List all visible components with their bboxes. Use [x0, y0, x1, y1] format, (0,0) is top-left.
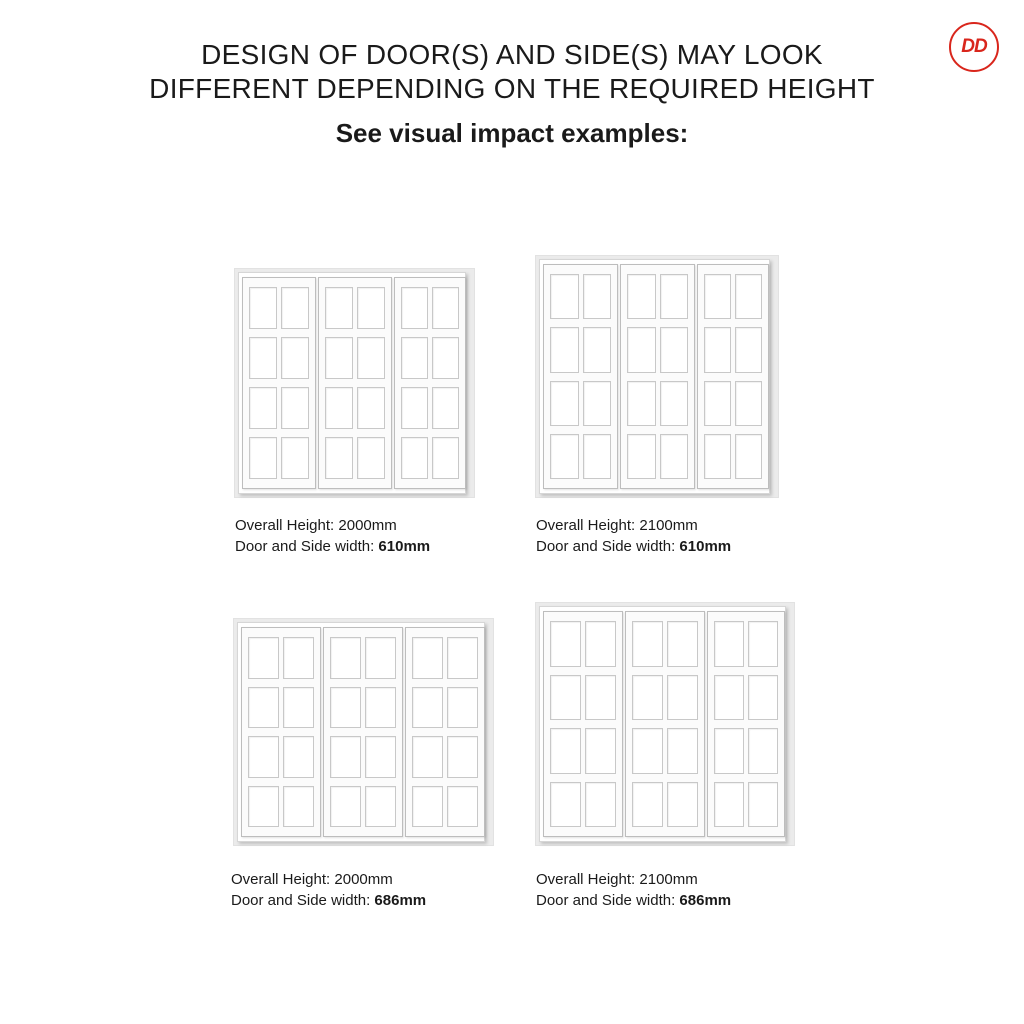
- glass-pane: [249, 337, 277, 379]
- glass-pane: [330, 736, 361, 778]
- glass-pane: [704, 274, 731, 319]
- glass-pane: [583, 434, 612, 479]
- glass-pane: [585, 728, 616, 774]
- door-frame: [237, 622, 485, 842]
- glass-pane: [550, 327, 579, 372]
- glass-pane: [432, 287, 459, 329]
- width-value: 686mm: [679, 892, 732, 909]
- glass-pane: [667, 782, 698, 828]
- glass-pane: [714, 728, 744, 774]
- glass-pane: [585, 621, 616, 667]
- glass-pane: [281, 387, 309, 429]
- door-illustration-3: [233, 618, 494, 846]
- glass-pane: [447, 687, 478, 729]
- overall-height-value: 2100mm: [639, 871, 698, 888]
- glass-pane: [281, 337, 309, 379]
- glass-pane: [432, 437, 459, 479]
- glass-pane: [735, 327, 762, 372]
- glass-pane: [357, 287, 385, 329]
- glass-pane: [735, 434, 762, 479]
- side-panel-left: [543, 264, 618, 489]
- width-label: Door and Side width:: [231, 892, 371, 909]
- glass-pane: [627, 274, 656, 319]
- door-leaf: [323, 627, 403, 837]
- width-line: [235, 536, 430, 557]
- overall-height-value: 2000mm: [334, 871, 393, 888]
- door-frame: [539, 259, 770, 494]
- glass-pane: [412, 687, 443, 729]
- side-panel-left: [242, 277, 316, 489]
- width-value: 686mm: [374, 892, 427, 909]
- door-leaf: [625, 611, 705, 837]
- caption-2: [536, 515, 731, 557]
- glass-pane: [283, 687, 314, 729]
- glass-pane: [550, 728, 581, 774]
- glass-pane: [412, 637, 443, 679]
- glass-pane: [248, 786, 279, 828]
- glass-pane: [748, 782, 778, 828]
- glass-pane: [365, 687, 396, 729]
- side-panel-right: [707, 611, 785, 837]
- glass-pane: [714, 675, 744, 721]
- glass-pane: [325, 287, 353, 329]
- glass-pane: [283, 637, 314, 679]
- glass-pane: [748, 675, 778, 721]
- glass-pane: [401, 387, 428, 429]
- glass-pane: [735, 381, 762, 426]
- glass-pane: [627, 381, 656, 426]
- glass-pane: [401, 437, 428, 479]
- glass-pane: [632, 675, 663, 721]
- glass-pane: [660, 381, 689, 426]
- glass-pane: [660, 327, 689, 372]
- overall-height-label: Overall Height:: [536, 517, 636, 534]
- glass-pane: [357, 337, 385, 379]
- glass-pane: [401, 337, 428, 379]
- glass-pane: [432, 337, 459, 379]
- glass-pane: [330, 687, 361, 729]
- brand-logo-text: DD: [961, 36, 987, 57]
- door-illustration-4: [535, 602, 795, 846]
- overall-height-line: [536, 869, 731, 890]
- width-value: 610mm: [378, 538, 431, 555]
- subtitle: See visual impact examples:: [335, 118, 689, 148]
- glass-pane: [249, 387, 277, 429]
- glass-pane: [583, 327, 612, 372]
- glass-pane: [248, 637, 279, 679]
- overall-height-line: [235, 515, 430, 536]
- glass-pane: [667, 675, 698, 721]
- glass-pane: [365, 637, 396, 679]
- glass-pane: [281, 437, 309, 479]
- glass-pane: [281, 287, 309, 329]
- glass-pane: [365, 736, 396, 778]
- width-line: [536, 536, 731, 557]
- overall-height-label: Overall Height:: [536, 871, 636, 888]
- width-value: 610mm: [679, 538, 732, 555]
- glass-pane: [583, 274, 612, 319]
- glass-pane: [714, 621, 744, 667]
- glass-pane: [325, 437, 353, 479]
- side-panel-right: [394, 277, 466, 489]
- width-label: Door and Side width:: [235, 538, 375, 555]
- door-illustration-1: [234, 268, 475, 498]
- glass-pane: [325, 337, 353, 379]
- headline-line-2: DIFFERENT DEPENDING ON THE REQUIRED HEIGHT: [149, 73, 875, 104]
- width-line: [536, 890, 731, 911]
- overall-height-label: Overall Height:: [235, 517, 335, 534]
- glass-pane: [583, 381, 612, 426]
- glass-pane: [550, 274, 579, 319]
- overall-height-line: [536, 515, 731, 536]
- glass-pane: [627, 434, 656, 479]
- overall-height-label: Overall Height:: [231, 871, 331, 888]
- glass-pane: [550, 675, 581, 721]
- glass-pane: [632, 621, 663, 667]
- glass-pane: [735, 274, 762, 319]
- glass-pane: [447, 786, 478, 828]
- glass-pane: [704, 434, 731, 479]
- glass-pane: [667, 728, 698, 774]
- side-panel-left: [543, 611, 623, 837]
- glass-pane: [550, 782, 581, 828]
- glass-pane: [357, 437, 385, 479]
- door-illustration-2: [535, 255, 779, 498]
- glass-pane: [401, 287, 428, 329]
- door-leaf: [318, 277, 392, 489]
- glass-pane: [704, 327, 731, 372]
- door-frame: [539, 606, 786, 842]
- caption-1: [235, 515, 430, 557]
- overall-height-line: [231, 869, 426, 890]
- overall-height-value: 2000mm: [338, 517, 397, 534]
- glass-pane: [550, 381, 579, 426]
- brand-logo: [949, 22, 999, 72]
- caption-4: [536, 869, 731, 911]
- glass-pane: [249, 287, 277, 329]
- width-label: Door and Side width:: [536, 892, 676, 909]
- overall-height-value: 2100mm: [639, 517, 698, 534]
- glass-pane: [627, 327, 656, 372]
- glass-pane: [283, 786, 314, 828]
- side-panel-right: [405, 627, 485, 837]
- side-panel-left: [241, 627, 321, 837]
- glass-pane: [632, 728, 663, 774]
- glass-pane: [432, 387, 459, 429]
- glass-pane: [748, 728, 778, 774]
- side-panel-right: [697, 264, 769, 489]
- glass-pane: [660, 434, 689, 479]
- glass-pane: [660, 274, 689, 319]
- glass-pane: [248, 687, 279, 729]
- glass-pane: [330, 786, 361, 828]
- caption-3: [231, 869, 426, 911]
- glass-pane: [447, 637, 478, 679]
- door-frame: [238, 272, 466, 494]
- width-label: Door and Side width:: [536, 538, 676, 555]
- glass-pane: [585, 782, 616, 828]
- glass-pane: [714, 782, 744, 828]
- glass-pane: [550, 434, 579, 479]
- glass-pane: [325, 387, 353, 429]
- width-line: [231, 890, 426, 911]
- glass-pane: [365, 786, 396, 828]
- glass-pane: [748, 621, 778, 667]
- glass-pane: [249, 437, 277, 479]
- glass-pane: [447, 736, 478, 778]
- glass-pane: [704, 381, 731, 426]
- glass-pane: [632, 782, 663, 828]
- glass-pane: [550, 621, 581, 667]
- glass-pane: [248, 736, 279, 778]
- door-leaf: [620, 264, 695, 489]
- glass-pane: [667, 621, 698, 667]
- glass-pane: [585, 675, 616, 721]
- glass-pane: [330, 637, 361, 679]
- glass-pane: [412, 736, 443, 778]
- glass-pane: [412, 786, 443, 828]
- glass-pane: [357, 387, 385, 429]
- glass-pane: [283, 736, 314, 778]
- headline-line-1: DESIGN OF DOOR(S) AND SIDE(S) MAY LOOK: [201, 39, 823, 70]
